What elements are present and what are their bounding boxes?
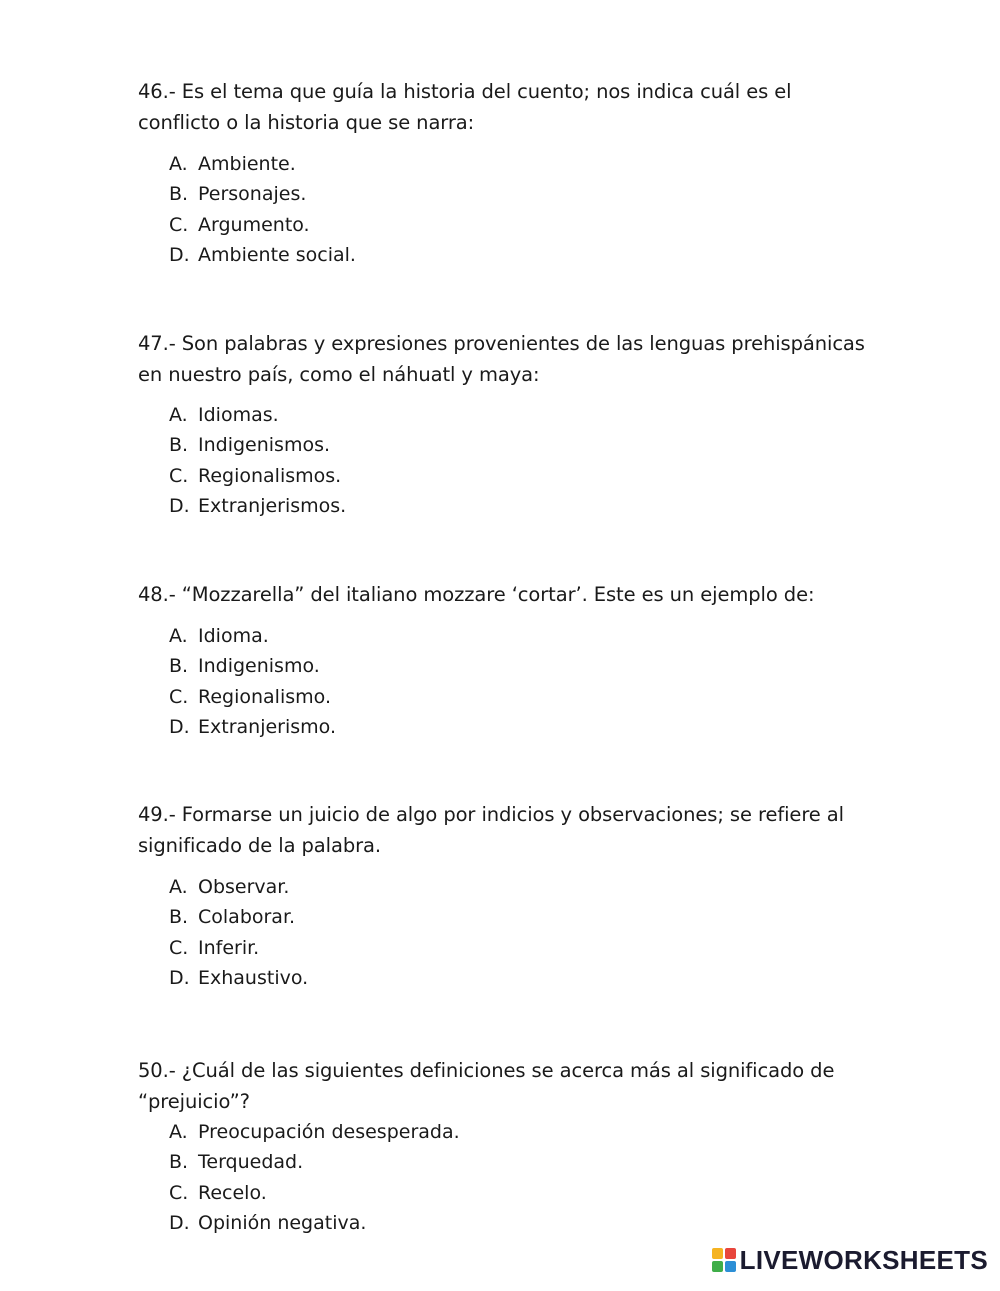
question-text: 50.- ¿Cuál de las siguientes definiciones se acerca más al significado de “prejuicio”? <box>138 1059 835 1113</box>
option-letter: B. <box>169 1151 189 1174</box>
option-text: Regionalismo. <box>198 685 331 708</box>
option-a[interactable] <box>169 621 878 651</box>
option-letter: A. <box>169 876 188 898</box>
answer-options <box>138 149 878 270</box>
option-text: Ambiente. <box>198 153 296 175</box>
option-d[interactable] <box>169 491 878 521</box>
question-text: 49.- Formarse un juicio de algo por indicios y observaciones; se refiere al significado de la palabra. <box>138 803 844 857</box>
option-text: Idioma. <box>198 625 269 647</box>
option-c[interactable] <box>169 682 878 712</box>
option-text: Argumento. <box>198 213 310 236</box>
answer-options <box>138 400 878 521</box>
option-text: Regionalismos. <box>198 464 342 487</box>
option-letter: D. <box>169 966 190 989</box>
option-letter: C. <box>169 464 189 487</box>
option-text: Inferir. <box>198 936 260 959</box>
option-text: Colaborar. <box>198 906 296 929</box>
option-text: Terquedad. <box>198 1151 304 1174</box>
question-text: 47.- Son palabras y expresiones provenientes de las lenguas prehispánicas en nuestro país, como el náhuatl y maya: <box>138 332 865 386</box>
question-50 <box>138 1055 878 1238</box>
option-text: Extranjerismo. <box>198 715 336 738</box>
option-b[interactable] <box>169 651 878 681</box>
logo-square-red <box>725 1248 736 1259</box>
option-letter: B. <box>169 434 189 457</box>
option-letter: A. <box>169 153 188 175</box>
option-letter: B. <box>169 183 189 206</box>
option-letter: A. <box>169 404 188 426</box>
option-a[interactable] <box>169 149 878 179</box>
option-text: Preocupación desesperada. <box>198 1121 460 1143</box>
option-text: Indigenismos. <box>198 434 331 457</box>
option-b[interactable] <box>169 179 878 209</box>
answer-options <box>138 872 878 993</box>
option-a[interactable] <box>169 1117 878 1147</box>
option-text: Observar. <box>198 876 290 898</box>
watermark-text: LIVEWORKSHEETS <box>739 1244 988 1275</box>
option-b[interactable] <box>169 902 878 932</box>
option-d[interactable] <box>169 1208 878 1238</box>
question-46 <box>138 76 878 270</box>
question-text: 48.- “Mozzarella” del italiano mozzare ‘cortar’. Este es un ejemplo de: <box>138 583 815 606</box>
liveworksheets-logo-icon <box>712 1248 736 1272</box>
question-48 <box>138 579 878 742</box>
option-text: Opinión negativa. <box>198 1211 367 1234</box>
option-letter: A. <box>169 625 188 647</box>
option-d[interactable] <box>169 240 878 270</box>
option-letter: C. <box>169 936 189 959</box>
option-text: Personajes. <box>198 183 307 206</box>
option-b[interactable] <box>169 430 878 460</box>
option-text: Indigenismo. <box>198 655 320 678</box>
option-letter: D. <box>169 494 190 517</box>
option-text: Idiomas. <box>198 404 279 426</box>
answer-options <box>138 1117 878 1238</box>
question-47 <box>138 328 878 521</box>
option-letter: B. <box>169 906 189 929</box>
option-letter: C. <box>169 685 189 708</box>
option-letter: C. <box>169 213 189 236</box>
option-d[interactable] <box>169 963 878 993</box>
option-letter: D. <box>169 1211 190 1234</box>
option-text: Ambiente social. <box>198 243 356 266</box>
option-text: Exhaustivo. <box>198 966 309 989</box>
answer-options <box>138 621 878 742</box>
logo-square-yellow <box>712 1248 723 1259</box>
option-d[interactable] <box>169 712 878 742</box>
option-letter: C. <box>169 1181 189 1204</box>
option-a[interactable] <box>169 872 878 902</box>
option-letter: B. <box>169 655 189 678</box>
logo-square-blue <box>725 1261 736 1272</box>
option-c[interactable] <box>169 933 878 963</box>
option-text: Extranjerismos. <box>198 494 347 517</box>
question-49 <box>138 799 878 993</box>
option-a[interactable] <box>169 400 878 430</box>
option-letter: D. <box>169 715 190 738</box>
option-letter: A. <box>169 1121 188 1143</box>
option-text: Recelo. <box>198 1181 267 1204</box>
option-b[interactable] <box>169 1147 878 1177</box>
logo-square-green <box>712 1261 723 1272</box>
option-c[interactable] <box>169 210 878 240</box>
option-letter: D. <box>169 243 190 266</box>
question-text: 46.- Es el tema que guía la historia del cuento; nos indica cuál es el conflicto o la historia que se narra: <box>138 80 792 134</box>
liveworksheets-watermark <box>712 1246 988 1274</box>
option-c[interactable] <box>169 1178 878 1208</box>
option-c[interactable] <box>169 461 878 491</box>
